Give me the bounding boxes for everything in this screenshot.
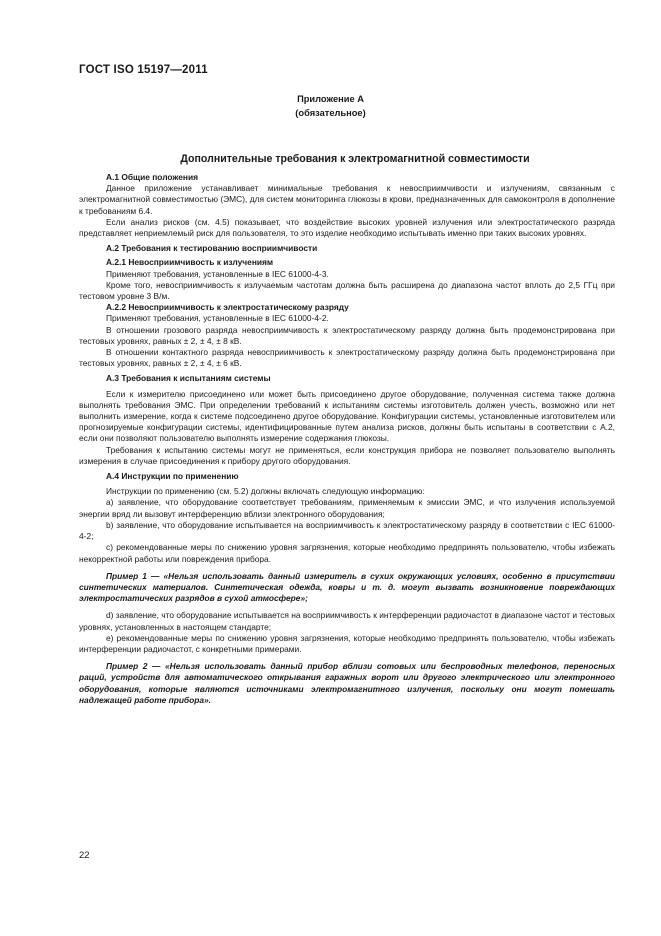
paragraph: В отношении грозового разряда невосприимчивость к электростатическому разряду должна быть продемонстрирована при тестовых уровнях, равных ± 2, ± 4, ± 8 кВ.: [79, 324, 615, 346]
heading-a2: А.2 Требования к тестированию восприимчивости: [106, 243, 318, 254]
section-title: Дополнительные требования к электромагнитной совместимости: [180, 153, 530, 165]
paragraph: Данное приложение устанавливает минимальные требования к невосприимчивости и излучениям, связанным с электромагнитной совместимостью (ЭМС), для систем мониторинга глюкозы в крови, предназначенных для самоконтроля в дополнение к требованиям 6.4.: [79, 183, 615, 216]
paragraph: Кроме того, невосприимчивость к излучаемым частотам должна быть расширена до диапазона частот вплоть до 2,5 ГГц при тестовом уровне 3 В/м.: [79, 279, 615, 302]
paragraph: Применяют требования, установленные в IEC 61000-4-3.: [106, 268, 329, 279]
annex-title: Приложение А: [297, 94, 364, 104]
list-item: c) рекомендованные меры по снижению уровня загрязнения, которые необходимо предпринять пользователю, чтобы избежать некорректной работы или повреждения прибора.: [79, 542, 615, 564]
heading-a4: А.4 Инструкции по применению: [106, 471, 239, 482]
paragraph: Инструкции по применению (см. 5.2) должны включать следующую информацию:: [106, 486, 425, 497]
document-body: [79, 172, 615, 706]
document-header: ГОСТ ISO 15197—2011: [79, 64, 208, 76]
heading-a3: А.3 Требования к испытаниям системы: [106, 373, 271, 384]
heading-a1: А.1 Общие положения: [106, 172, 199, 182]
paragraph: В отношении контактного разряда невосприимчивость к электростатическому разряду должна быть продемонстрирована при тестовых уровнях, равных ± 2, ± 4, ± 6 кВ.: [79, 347, 615, 369]
list-item: d) заявление, что оборудование испытывается на восприимчивость к интерференции радиочастот в диапазоне частот и тестовых уровнях, установленных в настоящем стандарте;: [79, 610, 615, 632]
list-item: a) заявление, что оборудование соответствует требованиям, применяемым к эмиссии ЭМС, и что излучения используемой энергии вряд ли вызовут интерференцию вблизи электронного оборудования;: [79, 497, 615, 519]
paragraph: Требования к испытанию системы могут не применяться, если конструкция прибора не позволяет пользователю выполнять измерения в случае присоединения к прибору другого оборудования.: [79, 444, 615, 466]
list-item: e) рекомендованные меры по снижению уровня загрязнения, которые необходимо предпринять пользователю, чтобы избежать интерференции радиочастот, с конкретными примерами.: [79, 632, 615, 654]
example-2: Пример 2 — «Нельзя использовать данный прибор вблизи сотовых или беспроводных телефонов, переносных раций, устройств для автоматического открывания гаражных ворот или другого электрического или электронного оборудования, которые являются источниками электромагнитного излучения, поскольку они могут помешать надлежащей работе прибора».: [79, 661, 615, 705]
page-number: 22: [79, 850, 90, 861]
paragraph: Применяют требования, установленные в IEC 61000-4-2.: [106, 313, 329, 324]
list-item: b) заявление, что оборудование испытывается на восприимчивость к электростатическому разряду в соответствии с IEC 61000-4-2;: [79, 519, 615, 542]
annex-subtitle: (обязательное): [295, 108, 366, 118]
example-1: Пример 1 — «Нельзя использовать данный измеритель в сухих окружающих условиях, особенно в присутствии синтетических материалов. Синтетическая одежда, ковры и т. д. могут вызвать возникновение повреждающих электростатических разрядов в сухой атмосфере»;: [79, 570, 615, 604]
paragraph: Если к измерителю присоединено или может быть присоединено другое оборудование, полученная система также должна выполнять требования ЭМС. При определении требований к испытаниям системы изготовитель должен учесть, возможно или нет выполнить измерение, когда к системе подсоединено другое оборудование. Конфигурации системы, установленные изготовителем или прогнозируемые конфигурации системы, идентифицированные путем анализа рисков, должны быть испытаны в соответствии с А.2, если они позволяют пользователю выполнять измерение содержания глюкозы.: [79, 388, 615, 444]
heading-a2-2: А.2.2 Невосприимчивость к электростатическому разряду: [106, 302, 349, 313]
heading-a2-1: А.2.1 Невосприимчивость к излучениям: [106, 257, 274, 268]
paragraph: Если анализ рисков (см. 4.5) показывает, что воздействие высоких уровней излучения или электростатического разряда представляет неприемлемый риск для пользователя, то это изделие необходимо испытывать именно при таких высоких уровнях.: [79, 216, 615, 239]
